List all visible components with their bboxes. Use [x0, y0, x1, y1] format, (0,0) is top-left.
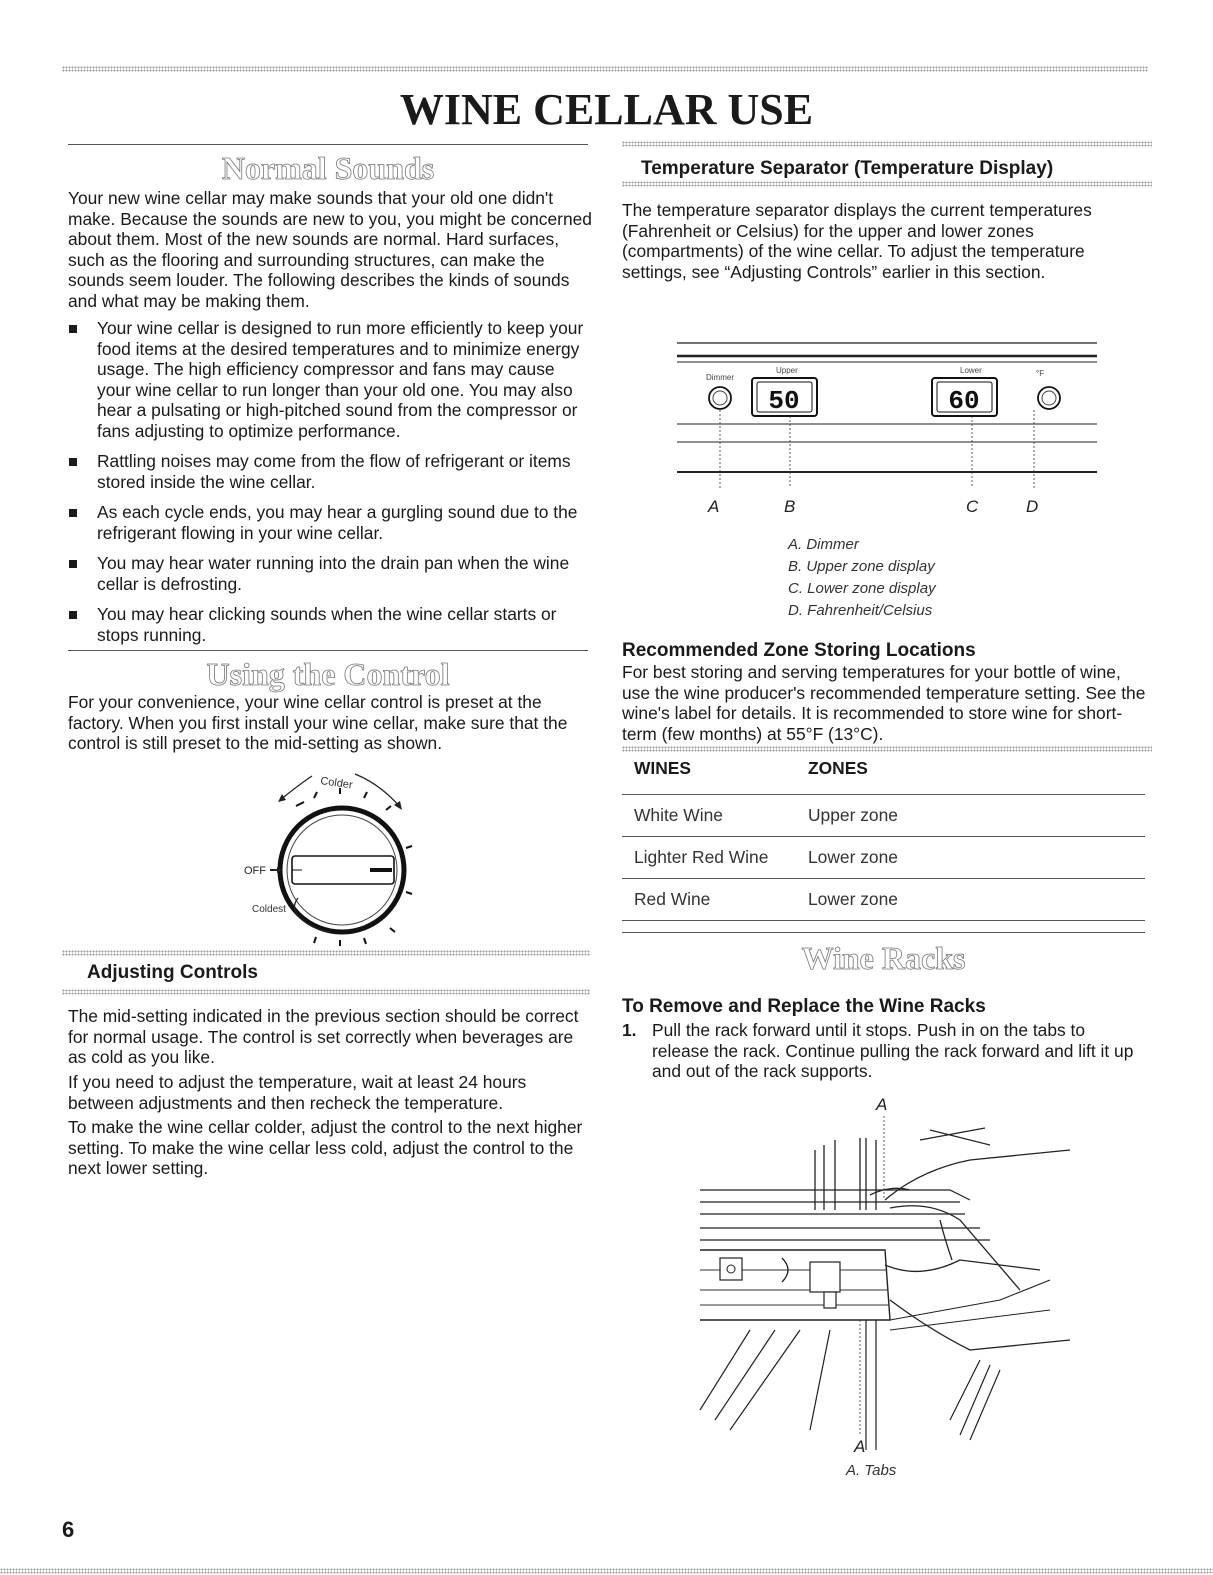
lower-zone-value: 60 — [948, 386, 980, 416]
bottom-dotted-band — [0, 1568, 1213, 1574]
page-number: 6 — [62, 1517, 75, 1542]
list-item: You may hear clicking sounds when the wine cellar starts or stops running. — [68, 604, 593, 645]
caption-dimmer: A. Dimmer — [788, 536, 859, 553]
caption-unit: D. Fahrenheit/Celsius — [788, 602, 933, 619]
adjusting-dotted-top — [62, 950, 590, 956]
table-cell: Lower zone — [796, 879, 1145, 921]
panel-dimmer-label: Dimmer — [706, 373, 734, 382]
table-header-wines: WINES — [634, 758, 692, 778]
normal-sounds-rule — [68, 144, 588, 145]
wine-racks-step — [622, 1020, 1142, 1082]
callout-letter-a: A — [708, 497, 720, 516]
unit-button-icon — [1038, 387, 1060, 409]
rack-label-top: A — [876, 1095, 888, 1114]
callout-letter-b: B — [784, 497, 796, 516]
using-control-text: For your convenience, your wine cellar control is preset at the factory. When you first install your wine cellar, make sure that the control is still preset to the mid-setting as shown. — [68, 692, 568, 753]
top-dotted-band — [62, 66, 1148, 72]
list-item: Rattling noises may come from the flow of refrigerant or items stored inside the wine cellar. — [68, 451, 593, 492]
table-cell: White Wine — [622, 795, 796, 837]
table-cell: Lower zone — [796, 837, 1145, 879]
dial-coldest-label: Coldest — [252, 904, 286, 915]
panel-upper-label: Upper — [776, 366, 798, 375]
wine-racks-rule — [622, 932, 1145, 933]
temp-separator-dotted-bottom — [622, 181, 1152, 187]
adjusting-paragraph-1: The mid-setting indicated in the previous section should be correct for normal usage. The control is set correctly when beverages are as cold as you like. — [68, 1006, 579, 1067]
temperature-display-figure — [672, 338, 1102, 523]
panel-lower-label: Lower — [960, 366, 982, 375]
table-cell: Lighter Red Wine — [622, 837, 796, 879]
temp-separator-dotted-top — [622, 141, 1152, 147]
normal-sounds-heading: Normal Sounds — [221, 150, 435, 186]
caption-upper-zone: B. Upper zone display — [788, 558, 935, 575]
table-header-zones: ZONES — [808, 758, 868, 778]
rack-caption: A. Tabs — [846, 1462, 897, 1479]
wine-racks-subheading: To Remove and Replace the Wine Racks — [622, 996, 986, 1017]
zones-text: For best storing and serving temperatures for your bottle of wine, use the wine producer's recommended temperature setting. See the wine's label for details. It is recommended to store wine for short-term (few months) at 55°F (13°C). — [622, 662, 1146, 744]
adjusting-heading: Adjusting Controls — [87, 962, 258, 983]
temp-separator-text: The temperature separator displays the current temperatures (Fahrenheit or Celsius) for the upper and lower zones (compartments) of the wine cellar. To adjust the temperature settings, see “Adjusting Controls” earlier in this section. — [622, 200, 1092, 282]
control-dial-figure — [230, 762, 430, 952]
table-header-row — [622, 752, 1145, 795]
zones-table — [622, 752, 1145, 921]
callout-letter-d: D — [1026, 497, 1039, 516]
step-number: 1. — [622, 1020, 637, 1040]
dial-colder-label: Colder — [319, 775, 354, 792]
dial-off-label: OFF — [244, 865, 266, 877]
adjusting-paragraph-3: To make the wine cellar colder, adjust the control to the next higher setting. To make the wine cellar less cold, adjust the control to the next lower setting. — [68, 1117, 583, 1178]
adjusting-paragraph-2: If you need to adjust the temperature, wait at least 24 hours between adjustments and then recheck the temperature. — [68, 1072, 527, 1113]
list-item: As each cycle ends, you may hear a gurgling sound due to the refrigerant flowing in your wine cellar. — [68, 502, 593, 543]
panel-unit-label: °F — [1036, 369, 1045, 378]
using-control-rule — [68, 650, 588, 651]
temp-display-captions — [788, 534, 936, 622]
adjusting-dotted-bottom — [62, 989, 590, 995]
step-text: Pull the rack forward until it stops. Push in on the tabs to release the rack. Continue pulling the rack forward and lift it up and out of the rack supports. — [652, 1020, 1134, 1081]
dimmer-button-icon — [709, 387, 731, 409]
wine-racks-heading: Wine Racks — [801, 940, 966, 976]
wine-rack-figure — [690, 1090, 1090, 1490]
page-title: WINE CELLAR USE — [399, 85, 814, 134]
rack-label-bottom: A — [854, 1437, 866, 1456]
caption-lower-zone: C. Lower zone display — [788, 580, 936, 597]
table-row — [622, 837, 1145, 879]
table-cell: Upper zone — [796, 795, 1145, 837]
list-item: Your wine cellar is designed to run more efficiently to keep your food items at the desired temperatures and to minimize energy usage. The high efficiency compressor and fans may cause your wine cellar to run longer than your old one. You may also hear a pulsating or high-pitched sound from the compressor or fans adjusting to optimize performance. — [68, 318, 593, 441]
using-control-heading: Using the Control — [206, 656, 450, 692]
table-cell: Red Wine — [622, 879, 796, 921]
table-row — [622, 879, 1145, 921]
zones-heading: Recommended Zone Storing Locations — [622, 640, 976, 661]
normal-sounds-list — [68, 318, 593, 655]
table-row — [622, 795, 1145, 837]
list-item: You may hear water running into the drain pan when the wine cellar is defrosting. — [68, 553, 593, 594]
temp-separator-heading: Temperature Separator (Temperature Display) — [641, 158, 1054, 179]
normal-sounds-intro: Your new wine cellar may make sounds that your old one didn't make. Because the sounds are new to you, you might be concerned about them. Most of the new sounds are normal. Hard surfaces, such as the flooring and surrounding structures, can make the sounds seem louder. The following describes the kinds of sounds and what may be making them. — [68, 188, 592, 311]
callout-letter-c: C — [966, 497, 979, 516]
upper-zone-value: 50 — [768, 386, 800, 416]
